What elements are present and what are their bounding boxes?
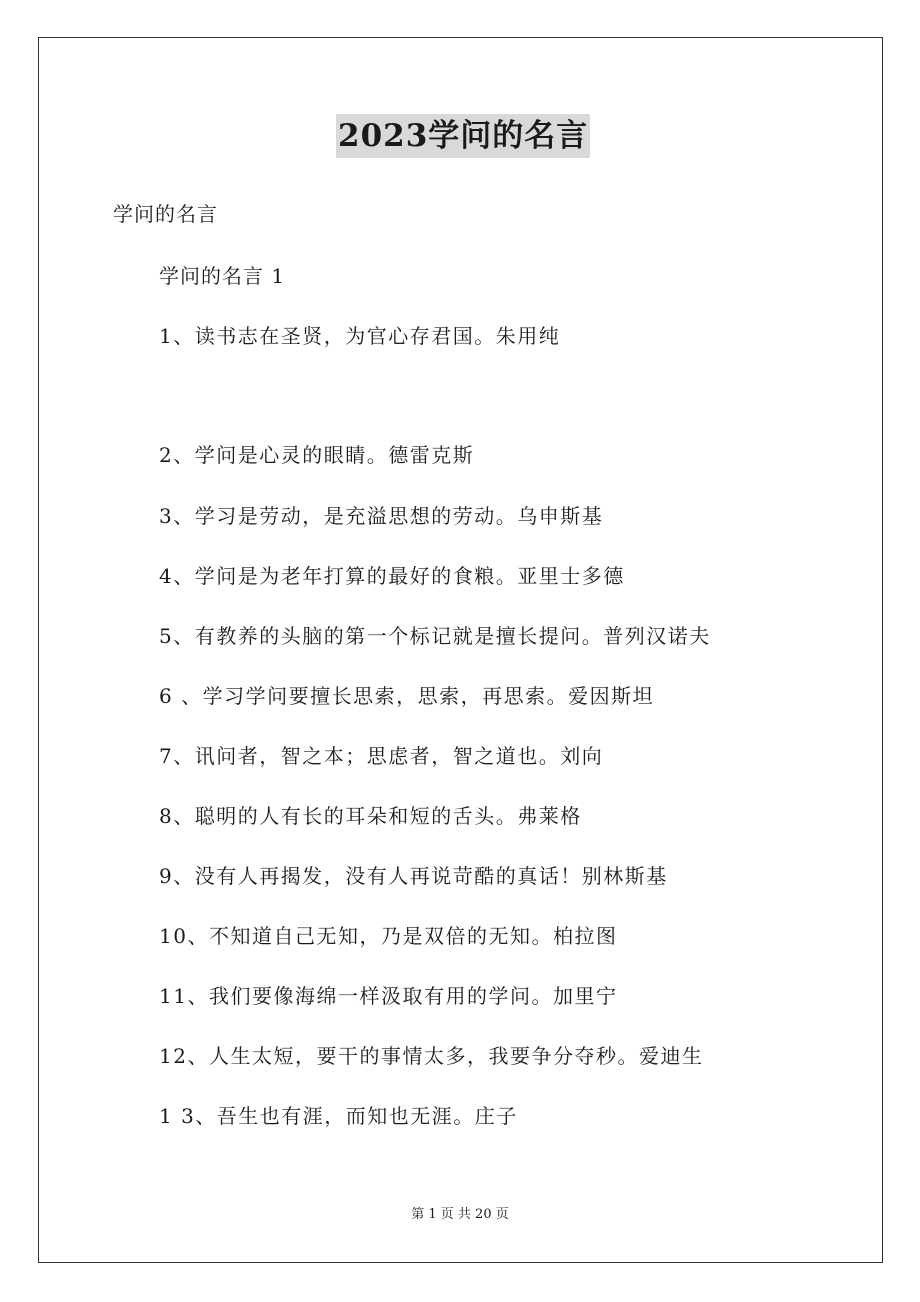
quote-item: 1 3、吾生也有涯，而知也无涯。庄子 [159, 1104, 518, 1128]
document-subtitle: 学问的名言 [113, 202, 218, 226]
quote-item: 5、有教养的头脑的第一个标记就是擅长提问。普列汉诺夫 [159, 624, 711, 648]
quote-item: 6 、学习学问要擅长思索，思索，再思索。爱因斯坦 [159, 684, 655, 708]
section-heading: 学问的名言 1 [159, 264, 286, 288]
quote-item: 2、学问是心灵的眼睛。德雷克斯 [159, 443, 475, 467]
document-title: 2023学问的名言 [336, 114, 590, 158]
page-footer: 第 1 页 共 20 页 [411, 1207, 509, 1222]
quote-item: 8、聪明的人有长的耳朵和短的舌头。弗莱格 [159, 804, 582, 828]
quote-item: 10、不知道自己无知，乃是双倍的无知。柏拉图 [159, 924, 618, 948]
quote-item: 4、学问是为老年打算的最好的食粮。亚里士多德 [159, 564, 625, 588]
quote-item: 3、学习是劳动，是充溢思想的劳动。乌申斯基 [159, 504, 604, 528]
quote-item: 7、讯问者，智之本；思虑者，智之道也。刘向 [159, 744, 604, 768]
quote-item: 12、人生太短，要干的事情太多，我要争分夺秒。爱迪生 [159, 1044, 704, 1068]
quote-item: 1、读书志在圣贤，为官心存君国。朱用纯 [159, 324, 561, 348]
quote-item: 11、我们要像海绵一样汲取有用的学问。加里宁 [159, 984, 618, 1008]
quote-item: 9、没有人再揭发，没有人再说苛酷的真话！别林斯基 [159, 864, 668, 888]
